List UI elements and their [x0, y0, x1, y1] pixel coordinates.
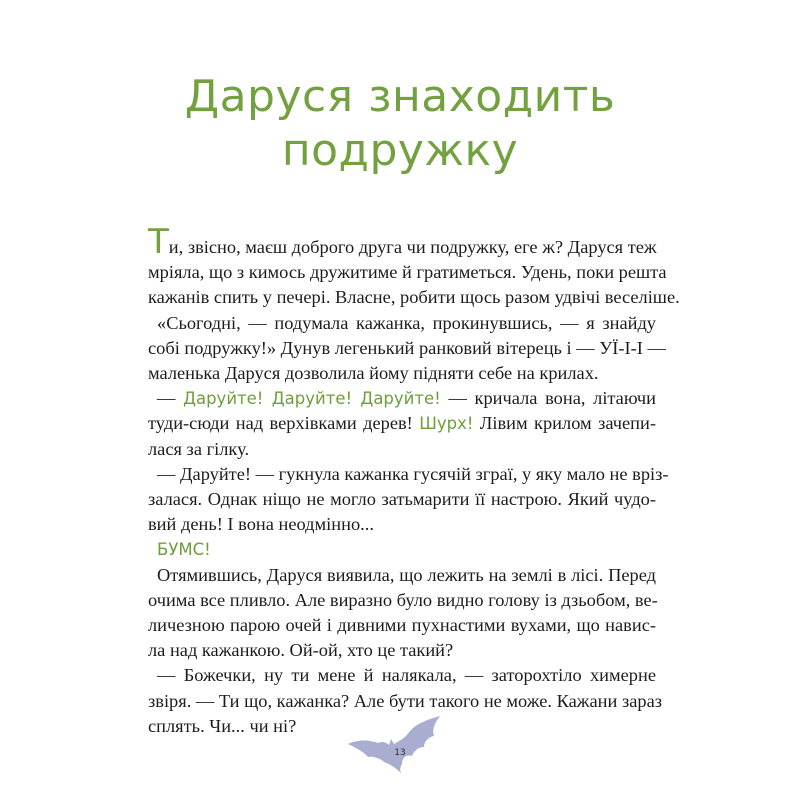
- page-number: 13: [394, 748, 406, 758]
- drop-cap: Т: [148, 222, 169, 262]
- paragraph-5-line-2: очима все пливло. Але виразно було видно голову із дзьобом, ве-: [148, 589, 658, 610]
- paragraph-2-line-2: собі подружку!» Дунув легенький ранковий вітерець і — УЇ-І-І —: [148, 337, 666, 358]
- paragraph-5-line-4: ла над кажанкою. Ой-ой, хто це такий?: [148, 640, 454, 661]
- story-text: [148, 222, 680, 739]
- paragraph-6-line-2: звіря. — Ти що, кажанка? Але бути такого не може. Кажани зараз: [148, 690, 663, 711]
- paragraph-6-line-3: сплять. Чи... чи ні?: [148, 715, 297, 736]
- sound-effect-text: Шурх!: [419, 414, 474, 434]
- text-run: и, звісно, маєш доброго друга чи подружку, еге ж? Даруся теж: [168, 237, 657, 257]
- text-run: — кричала вона, літаючи: [448, 388, 656, 409]
- text-run: —: [157, 388, 176, 409]
- bat-shape: [348, 716, 440, 774]
- paragraph-4-line-1: — Даруйте! — гукнула кажанка гусячій зграї, у яку мало не вріз-: [157, 463, 669, 484]
- paragraph-3-line-1: [148, 386, 656, 411]
- paragraph-5-line-1: Отямившись, Даруся виявила, що лежить на землі в лісі. Перед: [157, 564, 656, 585]
- paragraph-5-line-3: личезною парою очей і дивними пухнастими вухами, що навис-: [148, 615, 656, 636]
- paragraph-1-line-2: мріяла, що з кимось дружитиме й гратиметься. Удень, поки решта: [148, 262, 667, 283]
- shout-text: Даруйте! Даруйте! Даруйте!: [183, 389, 441, 409]
- paragraph-3-line-2: [148, 411, 656, 436]
- boom-text: БУМС!: [157, 540, 211, 560]
- chapter-title-line-2: подружку: [281, 125, 519, 176]
- chapter-title: [0, 70, 800, 178]
- paragraph-3-line-3: лася за гілку.: [148, 438, 250, 459]
- paragraph-4-line-2: залася. Однак ніщо не могло затьмарити її настрою. Який чудо-: [148, 489, 656, 510]
- paragraph-4-line-3: вий день! І вона неодмінно...: [148, 514, 374, 535]
- paragraph-2-line-3: маленька Даруся дозволила йому підняти себе на крилах.: [148, 363, 599, 384]
- boom-line: [148, 537, 656, 562]
- text-run: Лівим крилом зачепи-: [479, 413, 656, 434]
- paragraph-6-line-1: — Божечки, ну ти мене й налякала, — заторохтіло химерне: [157, 665, 656, 686]
- text-run: туди-сюди над верхівками дерев!: [148, 413, 413, 434]
- paragraph-1-line-3: кажанів спить у печері. Власне, робити щось разом удвічі веселіше.: [148, 287, 680, 308]
- bat-silhouette-icon: [346, 712, 446, 774]
- paragraph-2-line-1: «Сьогодні, — подумала кажанка, прокинувшись, — я знайду: [157, 312, 656, 333]
- paragraph-1-line-1: [148, 222, 657, 262]
- chapter-title-line-1: Даруся знаходить: [184, 71, 616, 122]
